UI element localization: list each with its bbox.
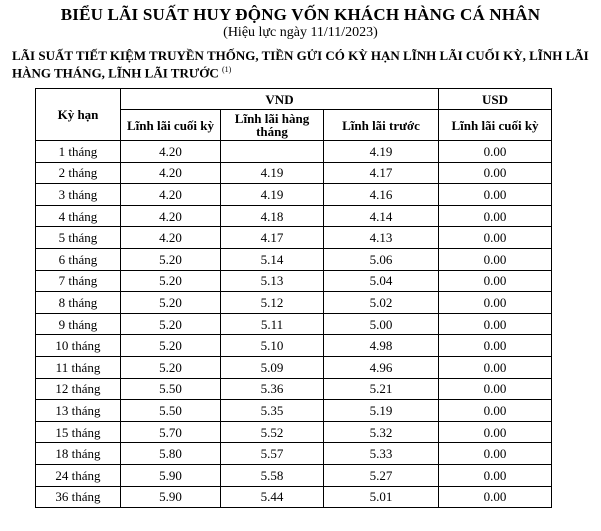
vnd-advance-cell: 5.27: [324, 464, 439, 486]
usd-end-of-term-cell: 0.00: [439, 421, 552, 443]
vnd-end-of-term-cell: 5.20: [121, 270, 221, 292]
vnd-monthly-cell: 5.35: [221, 400, 324, 422]
table-row: [36, 378, 552, 400]
vnd-advance-cell: 5.32: [324, 421, 439, 443]
term-cell: 12 tháng: [36, 378, 121, 400]
usd-end-of-term-cell: 0.00: [439, 227, 552, 249]
vnd-advance-cell: 4.14: [324, 205, 439, 227]
vnd-monthly-cell: 4.17: [221, 227, 324, 249]
vnd-end-of-term-cell: 5.20: [121, 335, 221, 357]
vnd-advance-cell: 4.13: [324, 227, 439, 249]
term-cell: 10 tháng: [36, 335, 121, 357]
table-row: [36, 313, 552, 335]
vnd-end-of-term-cell: 5.90: [121, 464, 221, 486]
table-row: [36, 292, 552, 314]
vnd-monthly-cell: 5.58: [221, 464, 324, 486]
usd-end-of-term-cell: 0.00: [439, 184, 552, 206]
table-row: [36, 400, 552, 422]
usd-col-end-of-term: Lĩnh lãi cuối kỳ: [439, 110, 552, 141]
term-cell: 1 tháng: [36, 141, 121, 163]
term-cell: 2 tháng: [36, 162, 121, 184]
usd-end-of-term-cell: 0.00: [439, 378, 552, 400]
vnd-end-of-term-cell: 4.20: [121, 162, 221, 184]
usd-end-of-term-cell: 0.00: [439, 270, 552, 292]
vnd-monthly-cell: 5.11: [221, 313, 324, 335]
vnd-advance-cell: 5.02: [324, 292, 439, 314]
table-row: [36, 335, 552, 357]
table-body: [36, 141, 552, 508]
term-header: Kỳ hạn: [36, 89, 121, 141]
table-row: [36, 464, 552, 486]
vnd-advance-cell: 4.19: [324, 141, 439, 163]
table-row: [36, 248, 552, 270]
term-cell: 9 tháng: [36, 313, 121, 335]
term-cell: 24 tháng: [36, 464, 121, 486]
vnd-end-of-term-cell: 5.50: [121, 400, 221, 422]
table-row: [36, 421, 552, 443]
vnd-end-of-term-cell: 5.50: [121, 378, 221, 400]
usd-end-of-term-cell: 0.00: [439, 292, 552, 314]
table-row: [36, 356, 552, 378]
page-title: BIỂU LÃI SUẤT HUY ĐỘNG VỐN KHÁCH HÀNG CÁ NHÂN: [60, 5, 541, 24]
vnd-end-of-term-cell: 5.20: [121, 292, 221, 314]
term-cell: 11 tháng: [36, 356, 121, 378]
vnd-monthly-cell: 4.19: [221, 184, 324, 206]
vnd-end-of-term-cell: 5.20: [121, 313, 221, 335]
table-row: [36, 141, 552, 163]
term-cell: 7 tháng: [36, 270, 121, 292]
vnd-monthly-cell: 5.12: [221, 292, 324, 314]
section-title-text: LÃI SUẤT TIẾT KIỆM TRUYỀN THỐNG, TIỀN GỬI CÓ KỲ HẠN LĨNH LÃI CUỐI KỲ, LĨNH LÃI HÀNG THÁNG, LĨNH LÃI TRƯỚC: [12, 48, 589, 81]
vnd-monthly-cell: 5.09: [221, 356, 324, 378]
vnd-advance-cell: 4.96: [324, 356, 439, 378]
table-row: [36, 205, 552, 227]
vnd-monthly-cell: 5.13: [221, 270, 324, 292]
usd-end-of-term-cell: 0.00: [439, 248, 552, 270]
vnd-advance-cell: 5.06: [324, 248, 439, 270]
vnd-advance-cell: 5.21: [324, 378, 439, 400]
vnd-end-of-term-cell: 4.20: [121, 227, 221, 249]
usd-end-of-term-cell: 0.00: [439, 464, 552, 486]
term-cell: 8 tháng: [36, 292, 121, 314]
usd-end-of-term-cell: 0.00: [439, 141, 552, 163]
vnd-monthly-cell: 5.10: [221, 335, 324, 357]
usd-end-of-term-cell: 0.00: [439, 313, 552, 335]
vnd-advance-cell: 5.19: [324, 400, 439, 422]
term-cell: 4 tháng: [36, 205, 121, 227]
usd-end-of-term-cell: 0.00: [439, 486, 552, 508]
usd-end-of-term-cell: 0.00: [439, 205, 552, 227]
term-cell: 18 tháng: [36, 443, 121, 465]
vnd-advance-cell: 4.98: [324, 335, 439, 357]
usd-end-of-term-cell: 0.00: [439, 400, 552, 422]
usd-end-of-term-cell: 0.00: [439, 162, 552, 184]
effective-date: (Hiệu lực ngày 11/11/2023): [223, 25, 378, 40]
term-cell: 36 tháng: [36, 486, 121, 508]
interest-rate-table: [35, 88, 552, 508]
table-row: [36, 270, 552, 292]
usd-end-of-term-cell: 0.00: [439, 443, 552, 465]
vnd-advance-cell: 5.01: [324, 486, 439, 508]
table-row: [36, 162, 552, 184]
vnd-monthly-cell: 5.52: [221, 421, 324, 443]
vnd-monthly-cell: [221, 141, 324, 163]
vnd-monthly-cell: 4.18: [221, 205, 324, 227]
section-title: [12, 49, 593, 80]
vnd-advance-cell: 4.16: [324, 184, 439, 206]
table-row: [36, 227, 552, 249]
term-cell: 3 tháng: [36, 184, 121, 206]
vnd-header: VND: [121, 89, 439, 110]
vnd-end-of-term-cell: 4.20: [121, 184, 221, 206]
vnd-monthly-cell: 5.57: [221, 443, 324, 465]
vnd-end-of-term-cell: 4.20: [121, 205, 221, 227]
vnd-monthly-cell: 5.36: [221, 378, 324, 400]
usd-header: USD: [439, 89, 552, 110]
vnd-end-of-term-cell: 5.70: [121, 421, 221, 443]
vnd-end-of-term-cell: 5.80: [121, 443, 221, 465]
vnd-monthly-cell: 5.14: [221, 248, 324, 270]
vnd-advance-cell: 5.00: [324, 313, 439, 335]
vnd-end-of-term-cell: 5.20: [121, 248, 221, 270]
term-cell: 6 tháng: [36, 248, 121, 270]
vnd-advance-cell: 5.33: [324, 443, 439, 465]
term-cell: 15 tháng: [36, 421, 121, 443]
table-row: [36, 443, 552, 465]
usd-end-of-term-cell: 0.00: [439, 335, 552, 357]
table-row: [36, 486, 552, 508]
footnote-mark: (1): [221, 65, 232, 74]
vnd-col-monthly: Lĩnh lãi hàng tháng: [221, 110, 324, 141]
vnd-monthly-cell: 4.19: [221, 162, 324, 184]
vnd-advance-cell: 4.17: [324, 162, 439, 184]
vnd-col-advance: Lĩnh lãi trước: [324, 110, 439, 141]
vnd-monthly-cell: 5.44: [221, 486, 324, 508]
table-row: [36, 184, 552, 206]
vnd-end-of-term-cell: 5.90: [121, 486, 221, 508]
term-cell: 13 tháng: [36, 400, 121, 422]
vnd-advance-cell: 5.04: [324, 270, 439, 292]
term-cell: 5 tháng: [36, 227, 121, 249]
vnd-col-end-of-term: Lĩnh lãi cuối kỳ: [121, 110, 221, 141]
usd-end-of-term-cell: 0.00: [439, 356, 552, 378]
vnd-end-of-term-cell: 5.20: [121, 356, 221, 378]
vnd-end-of-term-cell: 4.20: [121, 141, 221, 163]
